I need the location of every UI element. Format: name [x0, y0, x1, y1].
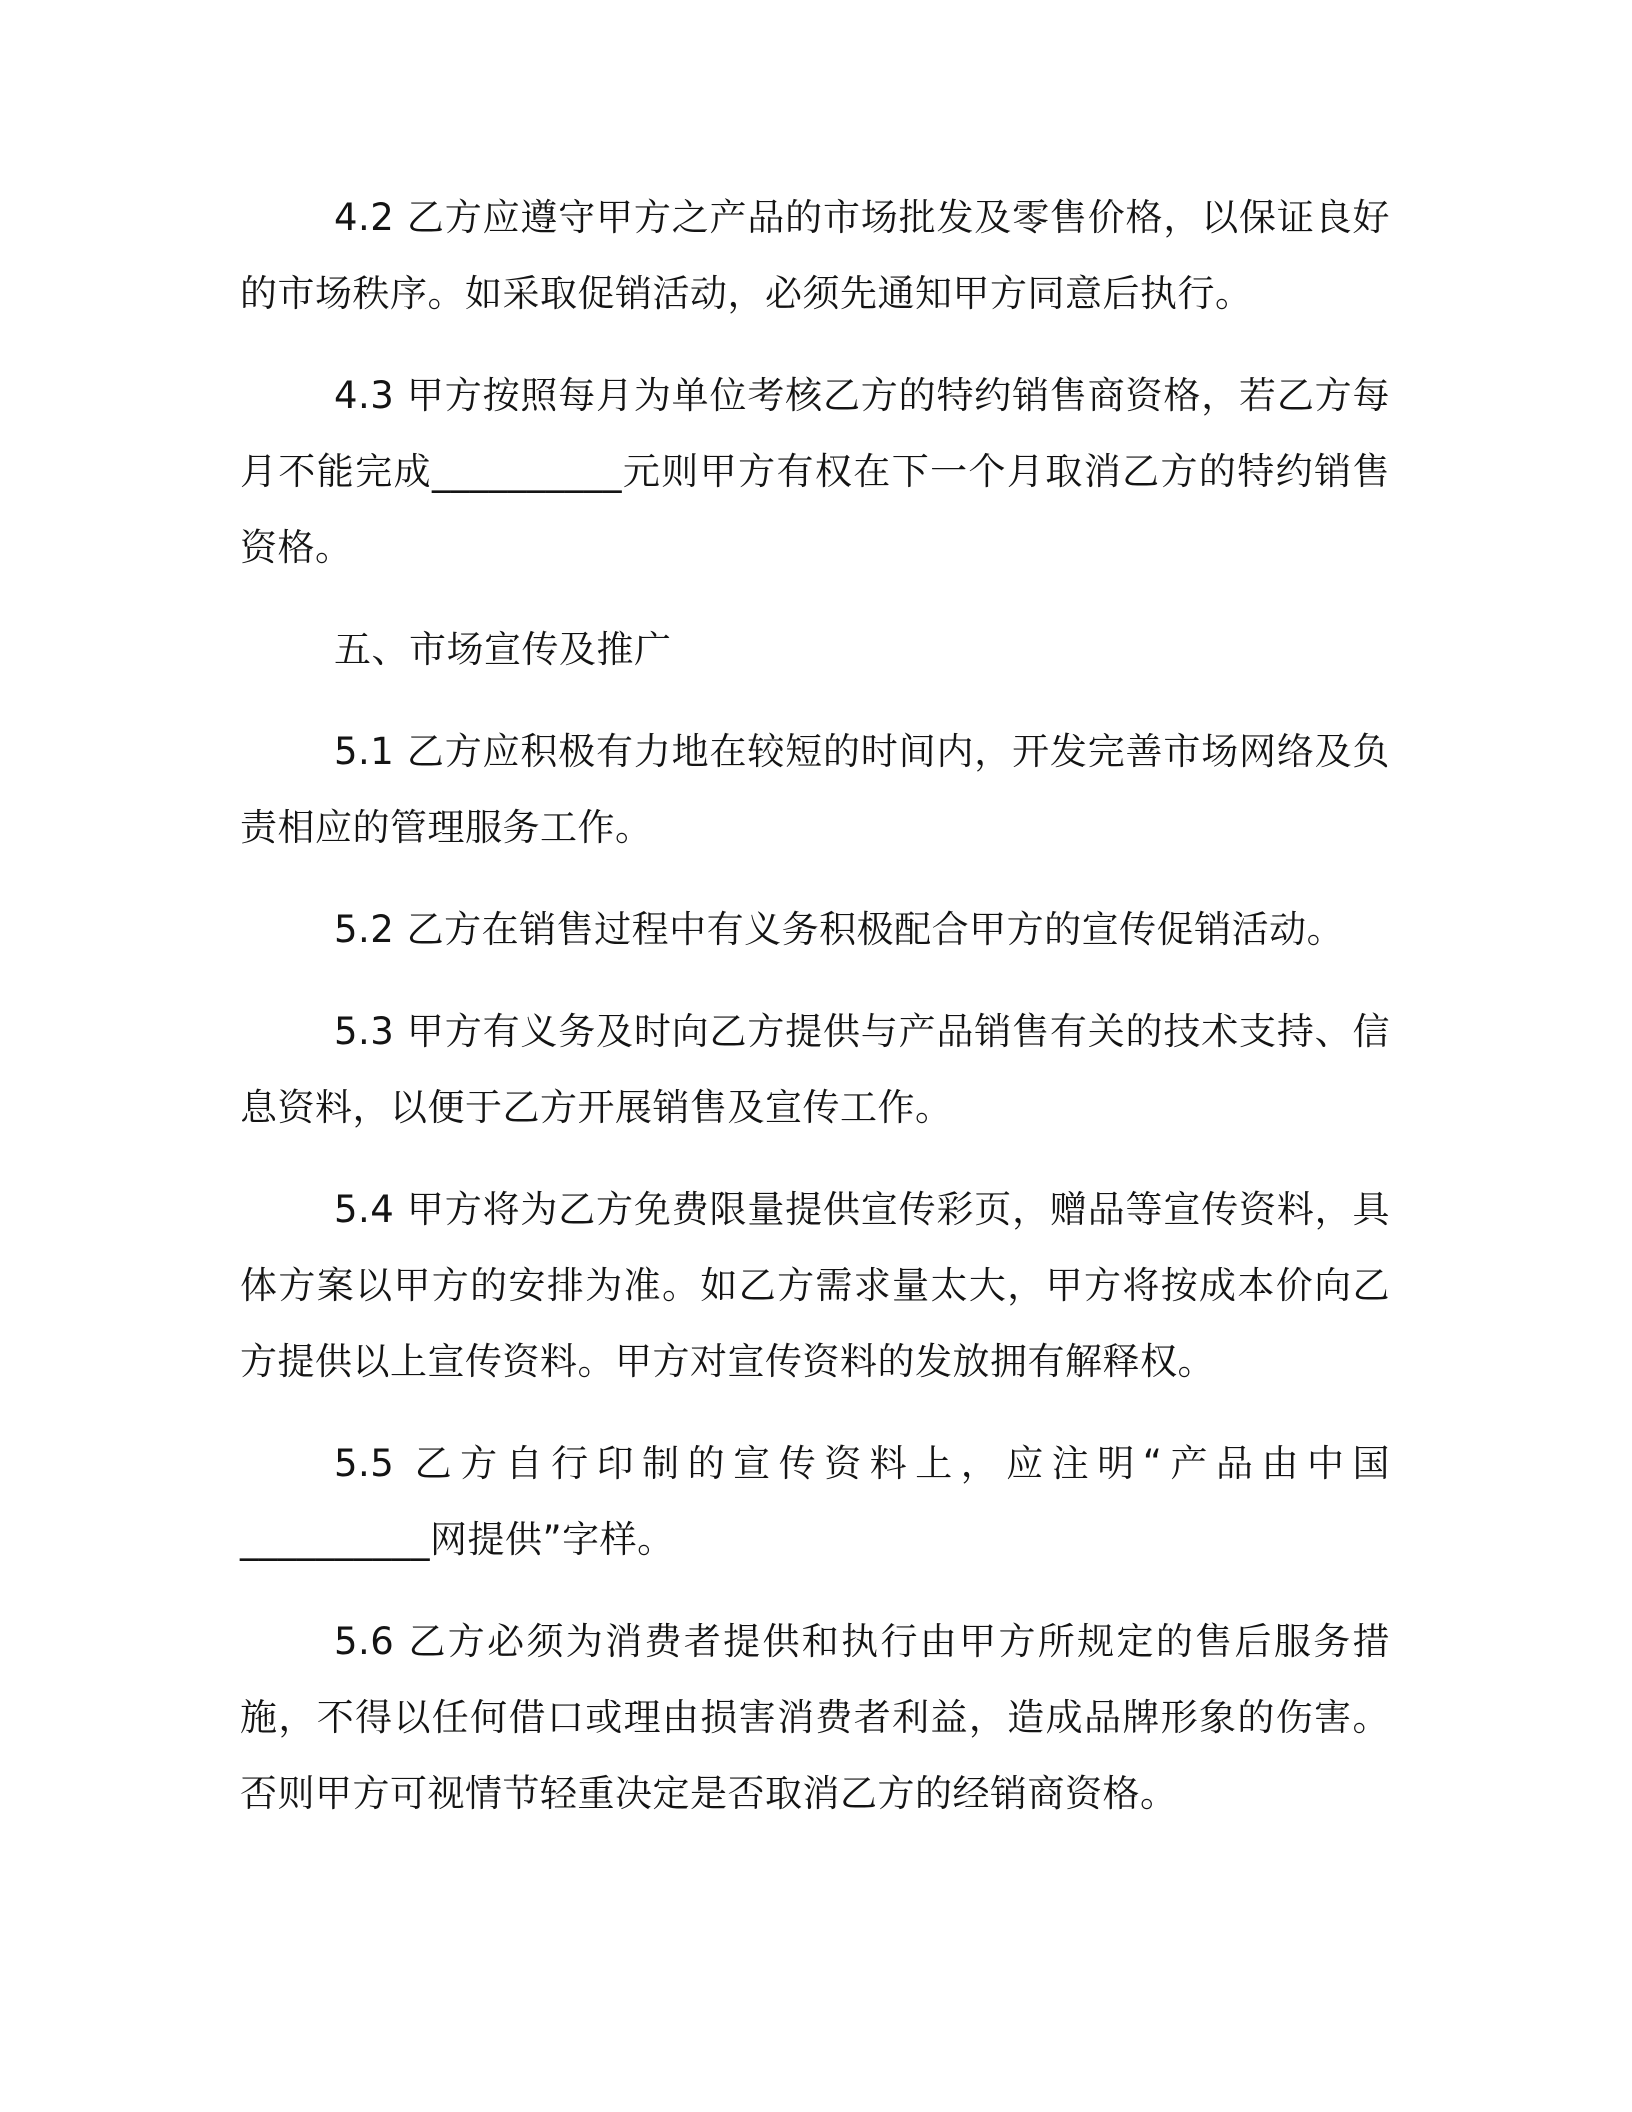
clause-5-1: 5.1 乙方应积极有力地在较短的时间内，开发完善市场网络及负责相应的管理服务工作。 — [240, 730, 1390, 849]
clause-5-3: 5.3 甲方有义务及时向乙方提供与产品销售有关的技术支持、信息资料，以便于乙方开展销售及宣传工作。 — [240, 1010, 1390, 1129]
document-body — [240, 180, 1390, 1858]
section-heading-5: 五、市场宣传及推广 — [334, 628, 672, 671]
clause-5-5: 5.5 乙方自行印制的宣传资料上，应注明“产品由中国__________网提供”字样。 — [240, 1442, 1390, 1561]
clause-4-2: 4.2 乙方应遵守甲方之产品的市场批发及零售价格，以保证良好的市场秩序。如采取促销活动，必须先通知甲方同意后执行。 — [240, 196, 1390, 315]
clause-5-6: 5.6 乙方必须为消费者提供和执行由甲方所规定的售后服务措施，不得以任何借口或理由损害消费者利益，造成品牌形象的伤害。否则甲方可视情节轻重决定是否取消乙方的经销商资格。 — [240, 1620, 1390, 1815]
clause-5-2: 5.2 乙方在销售过程中有义务积极配合甲方的宣传促销活动。 — [334, 908, 1345, 951]
clause-4-3: 4.3 甲方按照每月为单位考核乙方的特约销售商资格，若乙方每月不能完成__________元则甲方有权在下一个月取消乙方的特约销售资格。 — [240, 374, 1390, 569]
clause-5-4: 5.4 甲方将为乙方免费限量提供宣传彩页，赠品等宣传资料，具体方案以甲方的安排为准。如乙方需求量太大，甲方将按成本价向乙方提供以上宣传资料。甲方对宣传资料的发放拥有解释权。 — [240, 1188, 1390, 1383]
